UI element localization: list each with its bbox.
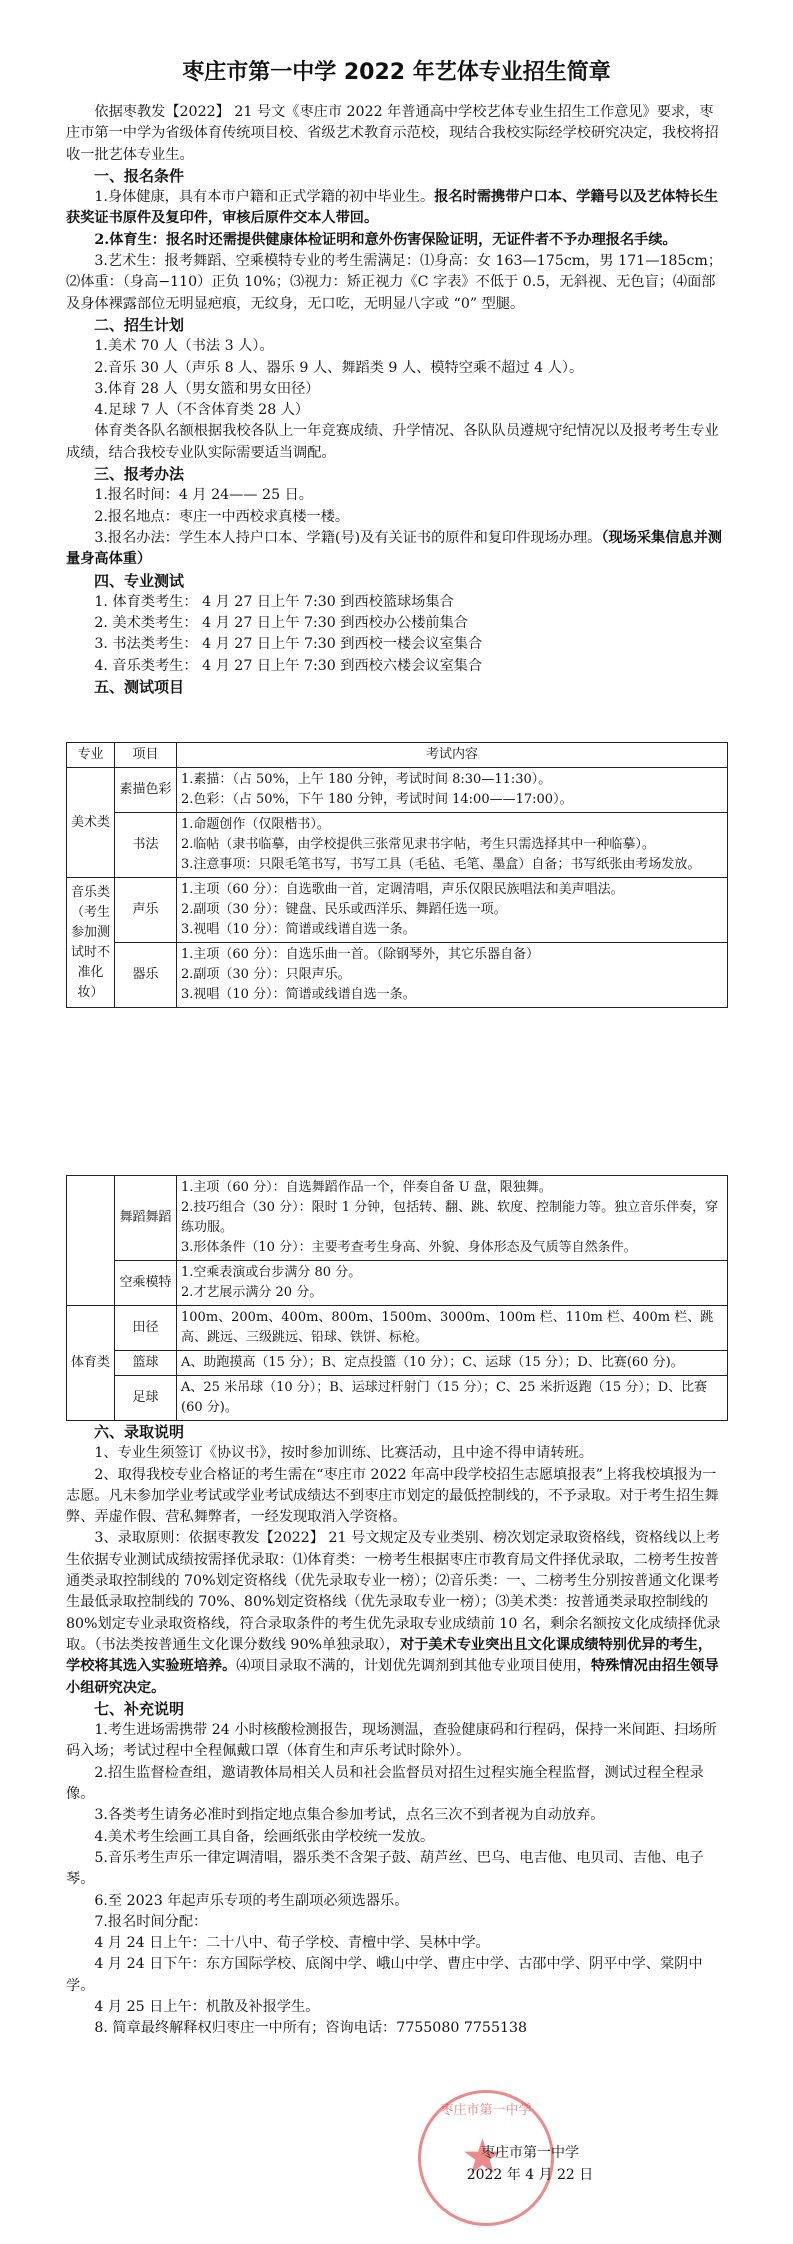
content-line: 2.技巧组合（30 分）：限时 1 分钟，包括转、翻、跳、软度、控制能力等。独立音乐伴奏，穿练功服。 xyxy=(181,1200,719,1235)
s7-time: 4 月 24 日上午：二十八中、荀子学校、青檀中学、吴林中学。 xyxy=(94,1935,490,1952)
s6-item-3-text2: ⑷项目录取不满的，计划优先调剂到其他专业项目使用， xyxy=(236,1658,591,1675)
dance-content xyxy=(177,1176,728,1261)
content-line: 2.副项（30 分）：键盘、民乐或西洋乐、舞蹈任选一项。 xyxy=(181,902,507,917)
s3-item: 1.报名时间：4 月 24—— 25 日。 xyxy=(94,487,313,504)
section-3-heading: 三、报考办法 xyxy=(94,465,185,484)
s7-time: 4 月 25 日上午：机散及补报学生。 xyxy=(94,1999,320,2016)
basketball-content: A、助跑摸高（15 分）；B、定点投篮（10 分）；C、运球（15 分）；D、比赛(60 分)。 xyxy=(177,1351,728,1376)
major-art: 美术类 xyxy=(67,768,115,878)
s1-item-1 xyxy=(66,187,726,230)
content-line: 1.主项（60 分）：自选舞蹈作品一个，伴奏自备 U 盘，限独舞。 xyxy=(181,1180,552,1195)
content-line: 1.主项（60 分）：自选乐曲一首。（除钢琴外，其它乐器自备） xyxy=(181,947,540,962)
content-line: 3.视唱（10 分）：简谱或线谱自选一条。 xyxy=(181,922,416,937)
section-5-heading: 五、测试项目 xyxy=(94,678,185,697)
s4-item: 2. 美术类考生： 4 月 27 日上午 7:30 到西校办公楼前集合 xyxy=(94,615,468,632)
calligraphy-content xyxy=(177,813,728,878)
content-line: 1.命题创作（仅限楷书）。 xyxy=(181,817,330,832)
s2-note: 体育类各队名额根据我校各队上一年竞赛成绩、升学情况、各队队员遵规守纪情况以及报考考生专业成绩，结合我校专业队实际需要适当调配。 xyxy=(66,423,719,461)
s3-item xyxy=(66,528,726,571)
s4-item: 4. 音乐类考生： 4 月 27 日上午 7:30 到西校六楼会议室集合 xyxy=(94,657,483,674)
s1-item-3: 3.艺术生：报考舞蹈、空乘模特专业的考生需满足：⑴身高：女 163—175cm，男 171—185cm；⑵体重：（身高−110）正负 10%；⑶视力：矫正视力《C 字表》不低于 0.5，无斜视、无色盲；⑷面部及身体裸露部位无明显疤痕，无纹身，无口吃，无明显八字或 “0” 型腿。 xyxy=(66,253,723,312)
seal-text: 枣庄市第一中学 xyxy=(440,2103,532,2118)
model-content xyxy=(177,1261,728,1306)
test-table-part-2 xyxy=(66,1175,728,1421)
item-basketball: 篮球 xyxy=(115,1351,177,1376)
s4-item: 1. 体育类考生： 4 月 27 日上午 7:30 到西校篮球场集合 xyxy=(94,593,454,610)
s6-item: 2、取得我校专业合格证的考生需在“枣庄市 2022 年高中段学校招生志愿填报表”上将我校填报为一志愿。凡未参加学业考试或学业考试成绩达不到枣庄市划定的最低控制线的，不予录取。对于考生招生舞弊、弄虚作假、营私舞弊者，一经发现取消入学资格。 xyxy=(66,1466,719,1526)
s1-item-2 xyxy=(66,230,726,251)
content-line: 2.临帖（隶书临摹，由学校提供三张常见隶书字帖，考生只需选择其中一种临摹）。 xyxy=(181,837,655,852)
intro-block xyxy=(66,102,726,698)
s6-item-3-bold: 对于美术专业突出且文化课成绩特别优异的考生，学校将其选入实验班培养。 xyxy=(66,1636,713,1675)
item-instrument: 器乐 xyxy=(115,943,177,1008)
s7-item: 2.招生监督检查组，邀请教体局相关人员和社会监督员对招生过程实施全程监督，测试过程全程录像。 xyxy=(66,1764,704,1803)
s6-item-3-text: 3、录取原则：依据枣教发【2022】 21 号文规定及专业类别、榜次划定录取资格线，资格线以上考生依据专业测试成绩按需择优录取：⑴体育类：一榜考生根据枣庄市教育局文件择优录取，二榜考生按普通类录取控制线的 70%划定资格线（优先录取专业一榜）；⑵音乐类：一、二榜考生分别按普通文化课考生最低录取控制线的 70%、80%划定资格线（优先录取专业一榜）；⑶美术类：按普通类录取控制线的 80%划定专业录取资格线，符合录取条件的考生优先录取专业成绩前 10 名，剩余名额按文化成绩择优录取。（书法类按普通生文化课分数线 90%单独录取）， xyxy=(66,1530,721,1653)
content-line: 2.才艺展示满分 20 分。 xyxy=(181,1285,323,1300)
star-icon: ★ xyxy=(461,2129,505,2185)
col-content: 考试内容 xyxy=(177,743,728,768)
item-football: 足球 xyxy=(115,1376,177,1421)
col-major: 专业 xyxy=(67,743,115,768)
s1-item-1-text: 1.身体健康，具有本市户籍和正式学籍的初中毕业生。 xyxy=(94,189,435,206)
s3-item-3-text: 3.报名办法：学生本人持户口本、学籍(号)及有关证书的原件和复印件现场办理。 xyxy=(94,529,602,546)
s6-item: 1、专业生须签订《协议书》，按时参加训练、比赛活动，且中途不得申请转班。 xyxy=(94,1445,593,1462)
s2-item: 2.音乐 30 人（声乐 8 人、器乐 9 人、舞蹈类 9 人、模特空乘不超过 4 人）。 xyxy=(94,359,584,376)
major-music-cont xyxy=(67,1176,115,1306)
s1-item-1-bold: 报名时需携带户口本、学籍号以及艺体特长生获奖证书原件及复印件，审核后原件交本人带回。 xyxy=(66,189,719,227)
content-line: 3.视唱（10 分）：简谱或线谱自选一条。 xyxy=(181,987,416,1002)
section-6-block xyxy=(66,1422,726,2040)
s2-item: 1.美术 70 人（书法 3 人）。 xyxy=(94,338,274,355)
section-1-heading: 一、报名条件 xyxy=(94,166,185,185)
item-model: 空乘模特 xyxy=(115,1261,177,1306)
s1-item-2-bold: 报名时还需提供健康体检证明和意外伤害保险证明，无证件者不予办理报名手续。 xyxy=(165,231,677,248)
instrument-content xyxy=(177,943,728,1008)
s7-item: 6.至 2023 年起声乐专项的考生副项必须选器乐。 xyxy=(94,1892,409,1909)
signature-date: 2022 年 4 月 22 日 xyxy=(466,2167,594,2183)
content-line: 2.副项（30 分）：只限声乐。 xyxy=(181,967,351,982)
s7-item: 7.报名时间分配： xyxy=(94,1913,208,1930)
football-content: A、25 米吊球（10 分）；B、运球过杆射门（15 分）；C、25 米折返跑（15 分）；D、比赛(60 分)。 xyxy=(177,1376,728,1421)
content-line: 1.空乘表演或台步满分 80 分。 xyxy=(181,1265,362,1280)
intro-paragraph: 依据枣教发【2022】 21 号文《枣庄市 2022 年普通高中学校艺体专业生招生工作意见》要求，枣庄市第一中学为省级体育传统项目校、省级艺术教育示范校，现结合我校实际经学校研究决定，我校将招收一批艺体专业生。 xyxy=(66,104,719,163)
signature-org: 枣庄市第一中学 xyxy=(481,2145,579,2161)
s6-item-3 xyxy=(66,1528,726,1698)
section-6-heading: 六、录取说明 xyxy=(94,1423,185,1441)
content-line: 2.色彩：（占 50%，下午 180 分钟，考试时间 14:00——17:00）。 xyxy=(181,792,573,807)
major-sports: 体育类 xyxy=(67,1306,115,1421)
s3-item: 2.报名地点：枣庄一中西校求真楼一楼。 xyxy=(94,508,350,525)
item-sketch: 素描色彩 xyxy=(115,768,177,813)
item-dance: 舞蹈舞蹈 xyxy=(115,1176,177,1261)
content-line: 1.主项（60 分）：自选歌曲一首，定调清唱，声乐仅限民族唱法和美声唱法。 xyxy=(181,882,624,897)
s2-item: 4.足球 7 人（不含体育类 28 人） xyxy=(94,402,310,419)
section-2-heading: 二、招生计划 xyxy=(94,315,185,334)
s7-item-8: 8. 简章最终解释权归枣庄一中所有；咨询电话：7755080 7755138 xyxy=(94,2020,528,2037)
item-track: 田径 xyxy=(115,1306,177,1351)
s6-item-3-bold2: 特殊情况由招生领导小组研究决定。 xyxy=(66,1658,719,1696)
s7-item: 1.考生进场需携带 24 小时核酸检测报告，现场测温，查验健康码和行程码，保持一米间距、扫场所码入场；考试过程中全程佩戴口罩（体育生和声乐考试时除外）。 xyxy=(66,1722,717,1760)
content-line: 3.形体条件（10 分）：主要考查考生身高、外貌、身体形态及气质等自然条件。 xyxy=(181,1240,637,1255)
s2-item: 3.体育 28 人（男女篮和男女田径） xyxy=(94,380,320,397)
track-content: 100m、200m、400m、800m、1500m、3000m、100m 栏、110m 栏、400m 栏、跳高、跳远、三级跳远、铅球、铁饼、标枪。 xyxy=(177,1306,728,1351)
content-line: 3.注意事项：只限毛笔书写，书写工具（毛毡、毛笔、墨盒）自备；书写纸张由考场发放。 xyxy=(181,857,701,872)
document-title: 枣庄市第一中学 2022 年艺体专业招生简章 xyxy=(182,60,611,85)
s3-item-3-bold: （现场采集信息并测量身高体重） xyxy=(66,529,722,568)
s7-item: 3.各类考生请务必准时到指定地点集合参加考试，点名三次不到者视为自动放弃。 xyxy=(94,1807,605,1824)
content-line: 1.素描：（占 50%，上午 180 分钟，考试时间 8:30—11:30）。 xyxy=(181,772,552,787)
major-music: 音乐类（考生参加测试时不准化妆） xyxy=(67,878,115,1008)
item-calligraphy: 书法 xyxy=(115,813,177,878)
s4-item: 3. 书法类考生： 4 月 27 日上午 7:30 到西校一楼会议室集合 xyxy=(94,636,483,653)
s7-item: 5.音乐考生声乐一律定调清唱，器乐类不含架子鼓、葫芦丝、巴乌、电吉他、电贝司、吉他、电子琴。 xyxy=(66,1849,704,1888)
vocal-content xyxy=(177,878,728,943)
col-item: 项目 xyxy=(115,743,177,768)
section-4-heading: 四、专业测试 xyxy=(94,571,185,590)
s1-item-2-label: 2.体育生： xyxy=(94,231,166,248)
sketch-content xyxy=(177,768,728,813)
s7-item: 4.美术考生绘画工具自备，绘画纸张由学校统一发放。 xyxy=(94,1828,435,1845)
section-7-heading: 七、补充说明 xyxy=(94,1699,185,1718)
test-table-part-1 xyxy=(66,742,728,1008)
s7-time: 4 月 24 日下午：东方国际学校、底阁中学、峨山中学、曹庄中学、古邵中学、阴平中学、棠阴中学。 xyxy=(66,1956,703,1994)
item-vocal: 声乐 xyxy=(115,878,177,943)
